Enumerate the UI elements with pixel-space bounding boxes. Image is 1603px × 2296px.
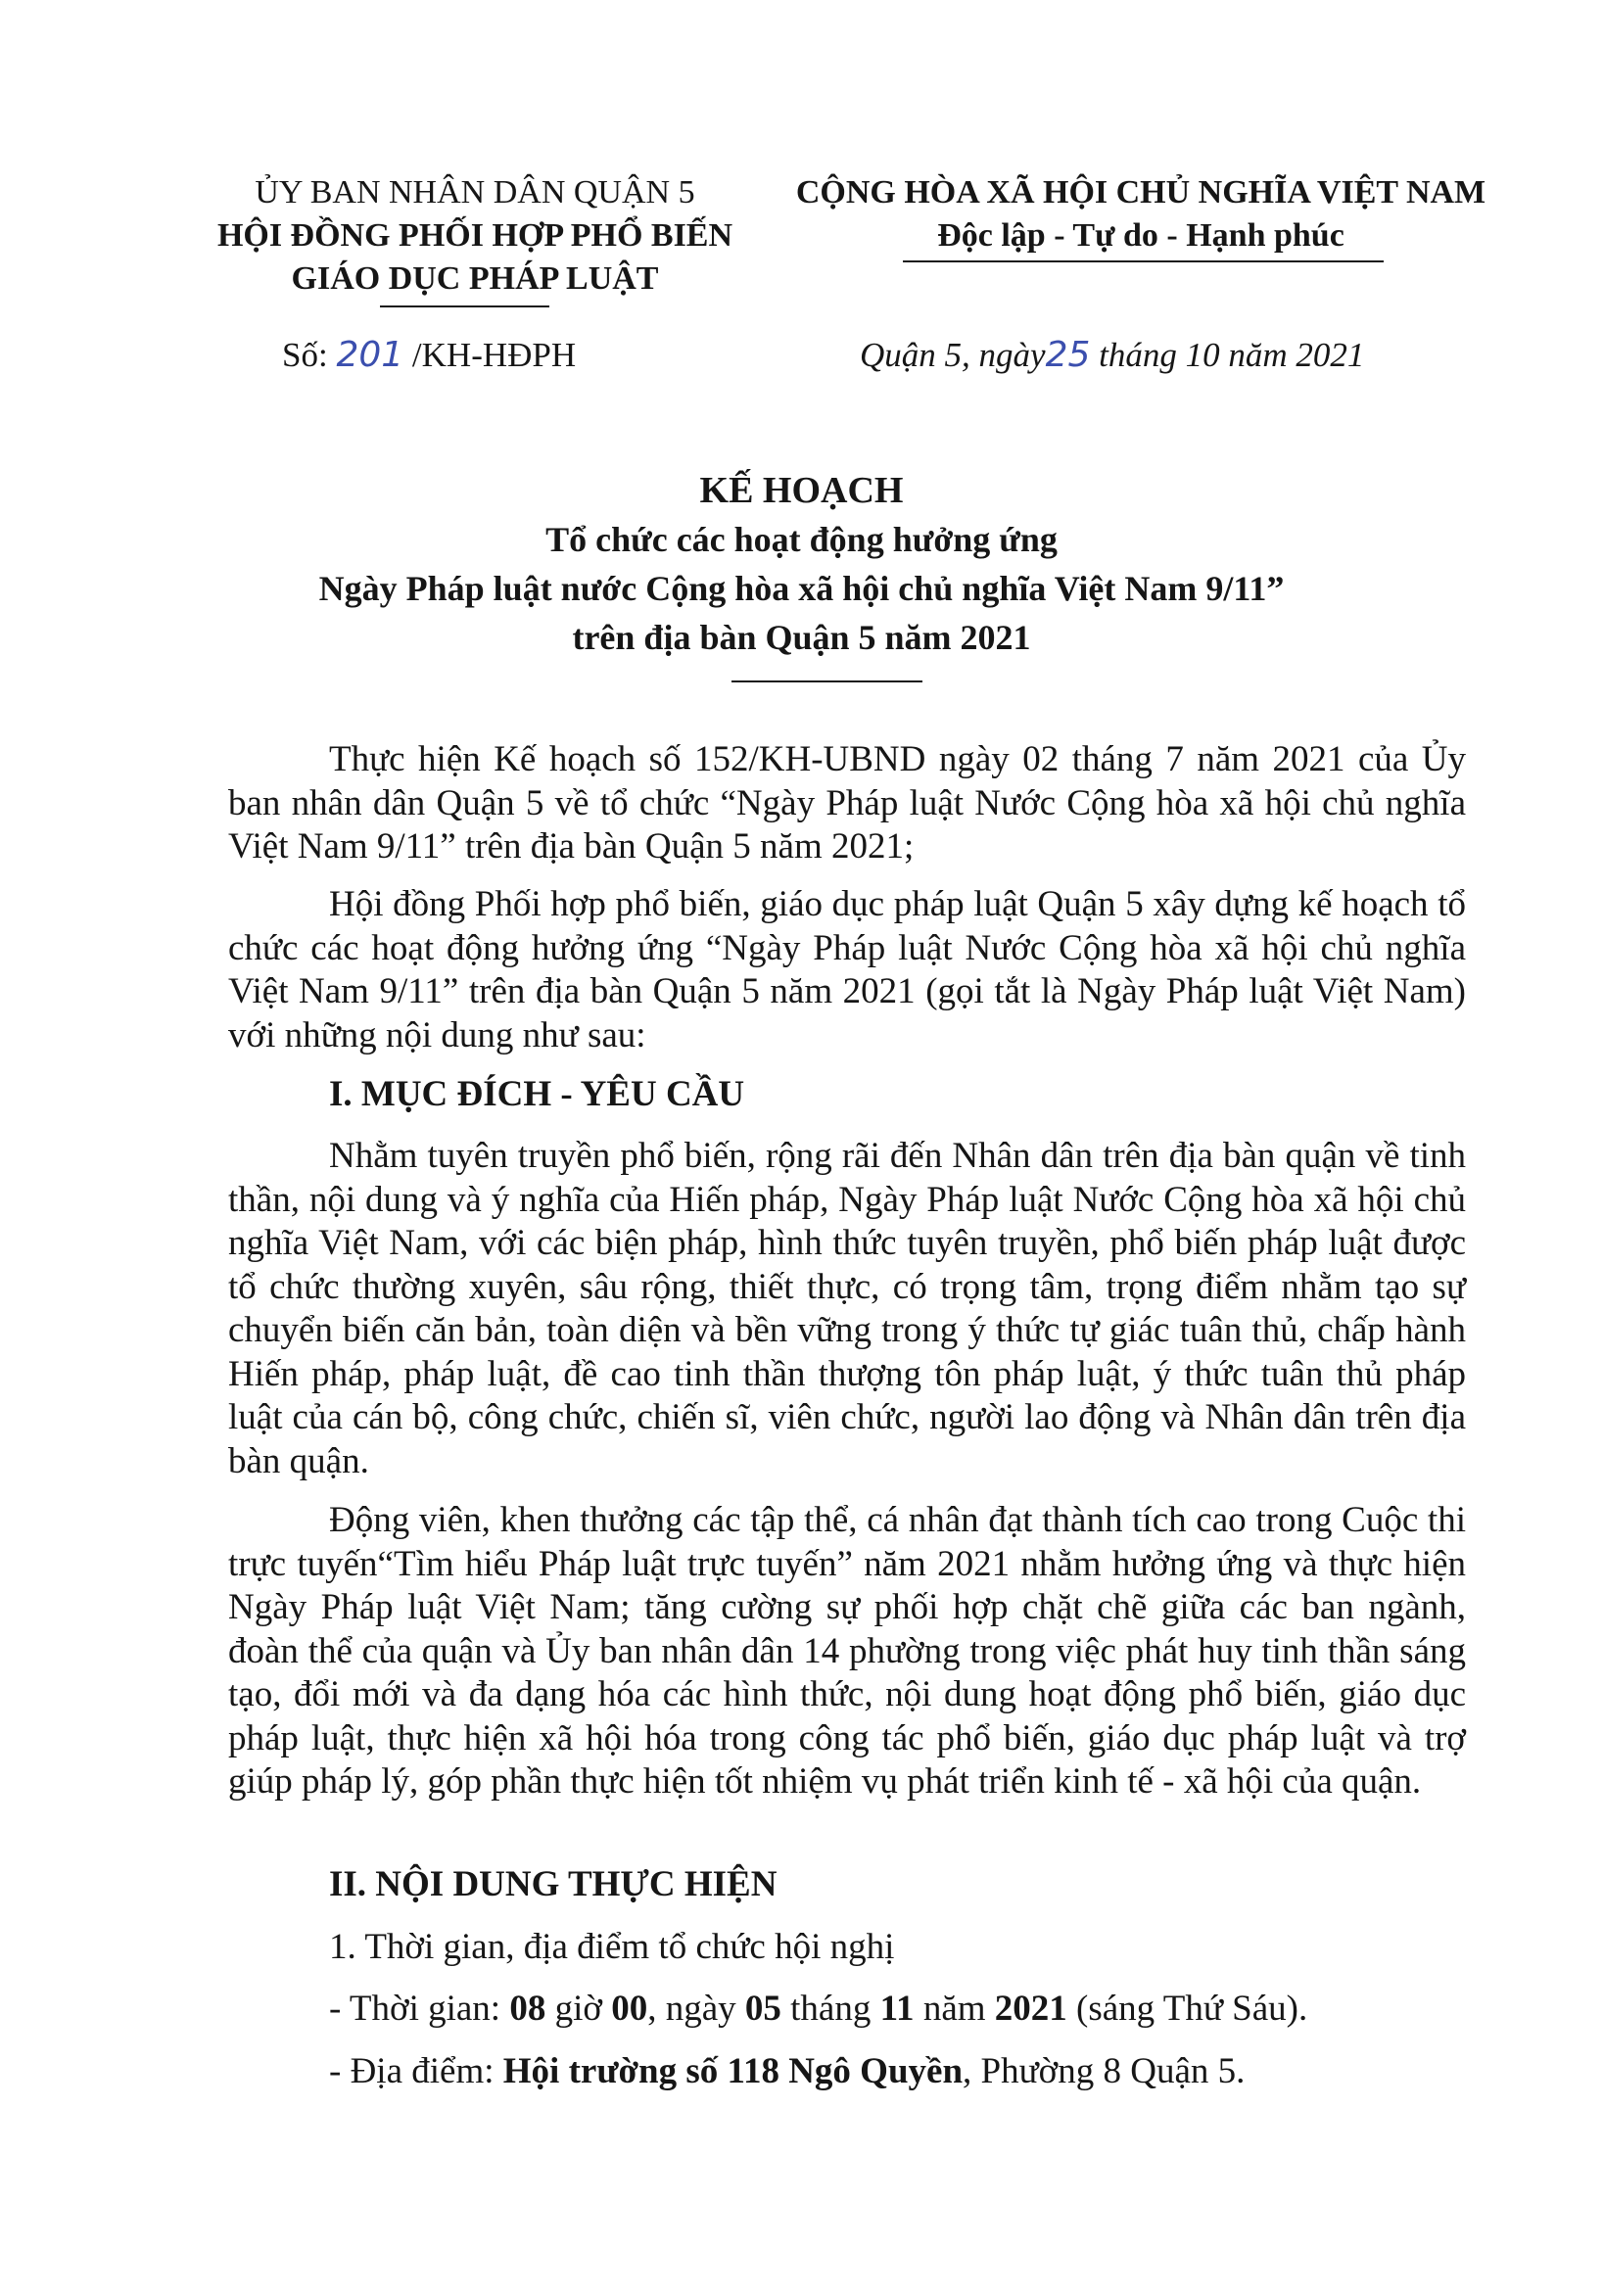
section-heading-1: I. MỤC ĐÍCH - YÊU CẦU <box>329 1074 745 1114</box>
issuer-line-2: HỘI ĐỒNG PHỐI HỢP PHỔ BIẾN <box>216 217 733 254</box>
paragraph-4: Động viên, khen thưởng các tập thể, cá nhân đạt thành tích cao trong Cuộc thi trực tuyến“Tìm hiểu Pháp luật trực tuyến” năm 2021 nhằm hưởng ứng và thực hiện Ngày Pháp luật Việt Nam; tăng cường sự phối hợp chặt chẽ giữa các ban ngành, đoàn thể của quận và Ủy ban nhân dân 14 phường trong việc phát huy tinh thần sáng tạo, đổi mới và đa dạng hóa các hình thức, nội dung hoạt động phổ biến, giáo dục pháp luật, thực hiện xã hội hóa trong công tác phổ biến, giáo dục pháp luật và trợ giúp pháp lý, góp phần thực hiện tốt nhiệm vụ phát triển kinh tế - xã hội của quận. <box>228 1500 1466 1802</box>
date-suffix: tháng 10 năm 2021 <box>1090 336 1365 374</box>
time-hour: 08 <box>509 1989 546 2029</box>
time-text-6: (sáng Thứ Sáu). <box>1066 1989 1308 2029</box>
issuer-line-3: GIÁO DỤC PHÁP LUẬT <box>291 260 659 297</box>
title-line-1: KẾ HOẠCH <box>699 470 904 511</box>
document-date <box>860 335 1364 375</box>
place-text-1: - Địa điểm: <box>329 2051 503 2091</box>
time-day: 05 <box>744 1989 781 2029</box>
document-title <box>196 466 1407 662</box>
item-1-heading: 1. Thời gian, địa điểm tổ chức hội nghị <box>329 1927 895 1967</box>
nation-block <box>774 171 1508 258</box>
time-text-3: , ngày <box>647 1989 745 2029</box>
title-underline <box>731 680 922 682</box>
paragraph-3: Nhằm tuyên truyền phổ biến, rộng rãi đến Nhân dân trên địa bàn quận về tinh thần, nội dung và ý nghĩa của Hiến pháp, Ngày Pháp luật Nước Cộng hòa xã hội chủ nghĩa Việt Nam, với các biện pháp, hình thức tuyên truyền, phổ biến pháp luật được tổ chức thường xuyên, sâu rộng, thiết thực, có trọng tâm, trọng điểm nhằm tạo sự chuyển biến căn bản, toàn diện và bền vững trong ý thức tự giác tuân thủ, chấp hành Hiến pháp, pháp luật, đề cao tinh thần thượng tôn pháp luật, ý thức tuân thủ pháp luật của cán bộ, công chức, chiến sĩ, viên chức, người lao động và Nhân dân trên địa bàn quận. <box>228 1136 1466 1481</box>
handwritten-day: 25 <box>1045 335 1091 375</box>
motto-underline <box>903 260 1384 262</box>
section-heading-2: II. NỘI DUNG THỰC HIỆN <box>329 1864 778 1904</box>
nation-motto: Độc lập - Tự do - Hạnh phúc <box>937 217 1344 254</box>
handwritten-number: 201 <box>336 335 404 375</box>
document-number-suffix: /KH-HĐPH <box>403 336 577 374</box>
time-text-1: - Thời gian: <box>329 1989 510 2029</box>
place-venue: Hội trường số 118 Ngô Quyền <box>502 2051 964 2091</box>
time-month: 11 <box>879 1989 915 2029</box>
paragraph-1: Thực hiện Kế hoạch số 152/KH-UBND ngày 02 tháng 7 năm 2021 của Ủy ban nhân dân Quận 5 về tổ chức “Ngày Pháp luật Nước Cộng hòa xã hội chủ nghĩa Việt Nam 9/11” trên địa bàn Quận 5 năm 2021; <box>228 739 1466 867</box>
date-prefix: Quận 5, ngày <box>860 336 1046 374</box>
time-text-2: giờ <box>545 1989 612 2029</box>
title-line-2: Tổ chức các hoạt động hưởng ứng <box>545 520 1058 559</box>
paragraph-2: Hội đồng Phối hợp phổ biến, giáo dục pháp luật Quận 5 xây dựng kế hoạch tổ chức các hoạt động hưởng ứng “Ngày Pháp luật Nước Cộng hòa xã hội chủ nghĩa Việt Nam 9/11” trên địa bàn Quận 5 năm 2021 (gọi tắt là Ngày Pháp luật Việt Nam) với những nội dung như sau: <box>228 884 1466 1055</box>
time-year: 2021 <box>994 1989 1067 2029</box>
time-minute: 00 <box>611 1989 648 2029</box>
time-text-5: năm <box>914 1989 995 2029</box>
time-text-4: tháng <box>780 1989 880 2029</box>
issuer-block <box>186 171 764 301</box>
place-text-2: , Phường 8 Quận 5. <box>963 2051 1246 2091</box>
document-number <box>282 335 576 375</box>
issuer-line-1: ỦY BAN NHÂN DÂN QUẬN 5 <box>255 174 695 211</box>
issuer-underline <box>380 305 549 307</box>
nation-title: CỘNG HÒA XÃ HỘI CHỦ NGHĨA VIỆT NAM <box>795 174 1486 211</box>
document-number-prefix: Số: <box>282 336 337 374</box>
place-line <box>329 2050 1245 2092</box>
title-line-4: trên địa bàn Quận 5 năm 2021 <box>572 618 1031 657</box>
title-line-3: Ngày Pháp luật nước Cộng hòa xã hội chủ nghĩa Việt Nam 9/11” <box>318 569 1285 608</box>
time-line <box>329 1988 1307 2030</box>
